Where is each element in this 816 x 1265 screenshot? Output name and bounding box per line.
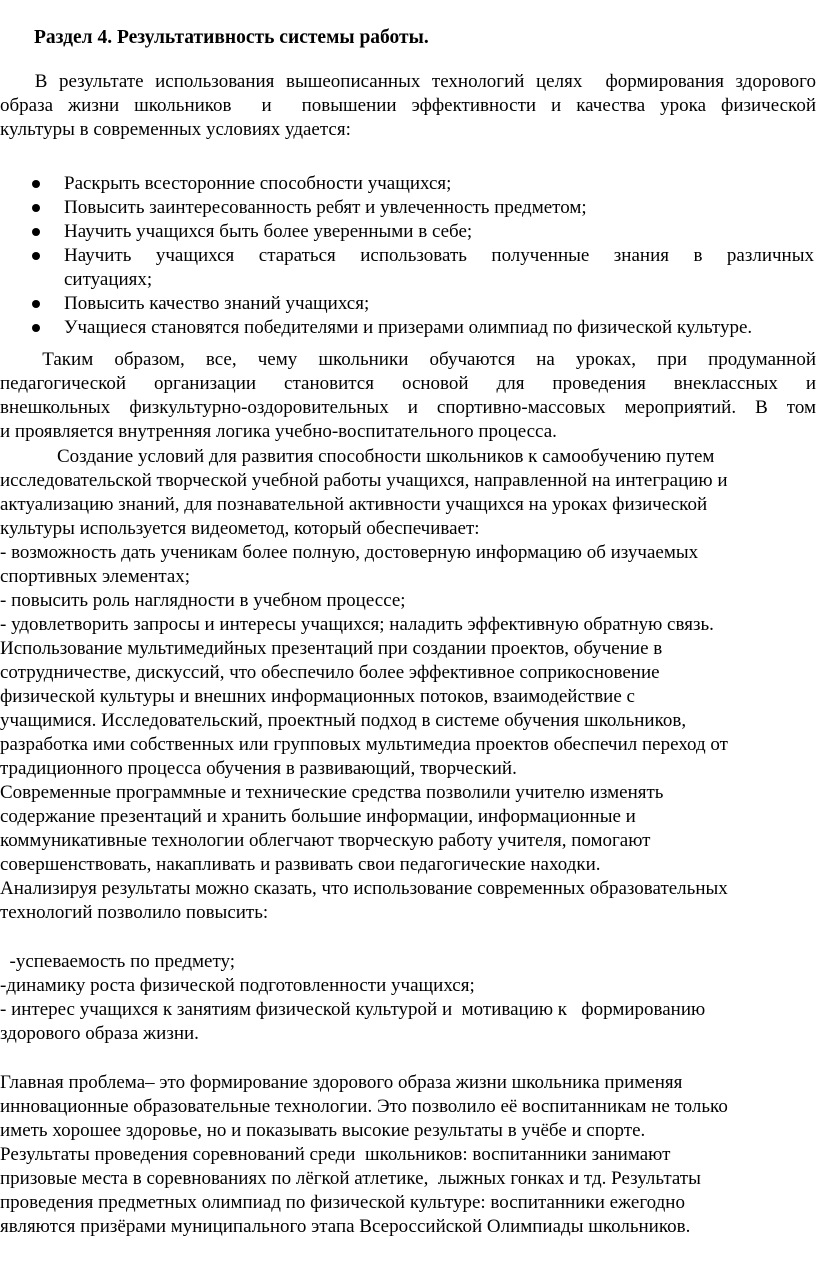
text-line: призовые места в соревнованиях по лёгкой атлетике, лыжных гонках и тд. Результаты xyxy=(0,1168,701,1189)
section-heading: Раздел 4. Результативность системы работы. xyxy=(34,27,429,48)
list-item-text: ситуациях; xyxy=(64,269,153,290)
text-line: являются призёрами муниципального этапа Всероссийской Олимпиады школьников. xyxy=(0,1216,691,1237)
text-line: -динамику роста физической подготовленности учащихся; xyxy=(0,975,475,996)
text-line: сотрудничестве, дискуссий, что обеспечило более эффективное соприкосновение xyxy=(0,662,660,683)
text-line: исследовательской творческой учебной работы учащихся, направленной на интеграцию и xyxy=(0,470,728,491)
text-line: Таким образом, все, чему школьники обучаются на уроках, при продуманной xyxy=(0,349,816,370)
list-item-text: Научить учащихся быть более уверенными в себе; xyxy=(64,221,473,242)
text-line: Результаты проведения соревнований среди школьников: воспитанники занимают xyxy=(0,1144,671,1165)
text-line: совершенствовать, накапливать и развивать свои педагогические находки. xyxy=(0,854,601,875)
text-line: - повысить роль наглядности в учебном процессе; xyxy=(0,590,406,611)
bullet-icon xyxy=(32,180,40,188)
text-line: - интерес учащихся к занятиям физической культурой и мотивацию к формированию xyxy=(0,999,706,1020)
list-item-text: Повысить качество знаний учащихся; xyxy=(64,293,370,314)
text-line: образа жизни школьников и повышении эффективности и качества урока физической xyxy=(0,95,816,116)
text-line: - возможность дать ученикам более полную, достоверную информацию об изучаемых xyxy=(0,542,699,563)
text-line: традиционного процесса обучения в развивающий, творческий. xyxy=(0,758,517,779)
bullet-icon xyxy=(32,252,40,260)
bullet-icon xyxy=(32,324,40,332)
text-line: Современные программные и технические средства позволили учителю изменять xyxy=(0,782,664,803)
text-line: проведения предметных олимпиад по физической культуре: воспитанники ежегодно xyxy=(0,1192,685,1213)
text-line: культуры в современных условиях удается: xyxy=(0,119,351,140)
text-line: коммуникативные технологии облегчают творческую работу учителя, помогают xyxy=(0,830,651,851)
text-line: Использование мультимедийных презентаций при создании проектов, обучение в xyxy=(0,638,663,659)
text-line: иметь хорошее здоровье, но и показывать высокие результаты в учёбе и спорте. xyxy=(0,1120,646,1141)
list-item-text: Учащиеся становятся победителями и призерами олимпиад по физической культуре. xyxy=(64,317,753,338)
text-line: спортивных элементах; xyxy=(0,566,191,587)
text-line: содержание презентаций и хранить большие информации, информационные и xyxy=(0,806,636,827)
text-line: Главная проблема– это формирование здорового образа жизни школьника применяя xyxy=(0,1072,683,1093)
text-line: -успеваемость по предмету; xyxy=(0,951,236,972)
text-line: внешкольных физкультурно-оздоровительных и спортивно-массовых мероприятий. В том xyxy=(0,397,816,418)
text-line: учащимися. Исследовательский, проектный подход в системе обучения школьников, xyxy=(0,710,687,731)
text-line: культуры используется видеометод, который обеспечивает: xyxy=(0,518,480,539)
bullet-icon xyxy=(32,204,40,212)
text-line: педагогической организации становится основой для проведения внеклассных и xyxy=(0,373,816,394)
text-line: здорового образа жизни. xyxy=(0,1023,199,1044)
list-item-text: Научить учащихся стараться использовать полученные знания в различных xyxy=(64,245,814,266)
text-line: разработка ими собственных или групповых мультимедиа проектов обеспечил переход от xyxy=(0,734,728,755)
text-line: технологий позволило повысить: xyxy=(0,902,269,923)
text-line: - удовлетворить запросы и интересы учащихся; наладить эффективную обратную связь. xyxy=(0,614,714,635)
text-line: физической культуры и внешних информационных потоков, взаимодействие с xyxy=(0,686,635,707)
text-line: Создание условий для развития способности школьников к самообучению путем xyxy=(0,446,715,467)
bullet-icon xyxy=(32,300,40,308)
list-item-text: Повысить заинтересованность ребят и увлеченность предметом; xyxy=(64,197,587,218)
text-line: актуализацию знаний, для познавательной активности учащихся на уроках физической xyxy=(0,494,708,515)
text-line: и проявляется внутренняя логика учебно-воспитательного процесса. xyxy=(0,421,557,442)
text-line: Анализируя результаты можно сказать, что использование современных образовательных xyxy=(0,878,728,899)
text-line: В результате использования вышеописанных технологий целях формирования здорового xyxy=(0,71,816,92)
text-line: инновационные образовательные технологии. Это позволило её воспитанникам не только xyxy=(0,1096,728,1117)
bullet-icon xyxy=(32,228,40,236)
list-item-text: Раскрыть всесторонние способности учащихся; xyxy=(64,173,452,194)
